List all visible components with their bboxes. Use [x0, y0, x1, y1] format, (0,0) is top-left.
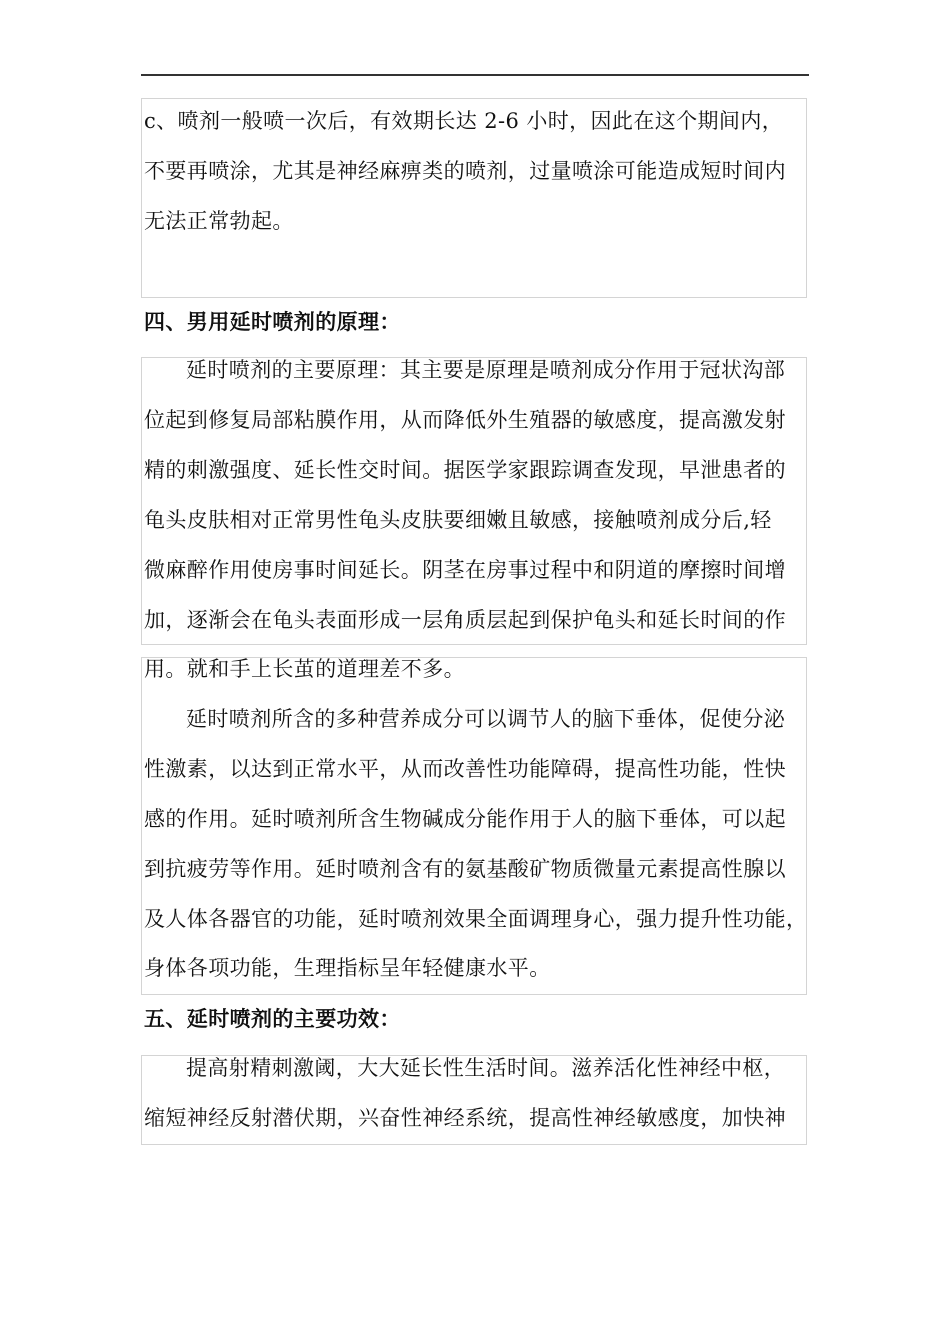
paragraph-line: 不要再喷涂，尤其是神经麻痹类的喷剂，过量喷涂可能造成短时间内	[144, 159, 786, 183]
text-frame-four-a	[141, 357, 807, 645]
header-rule	[141, 74, 809, 76]
paragraph-line: 延时喷剂所含的多种营养成分可以调节人的脑下垂体，促使分泌	[186, 707, 786, 731]
paragraph-line: 性激素，以达到正常水平，从而改善性功能障碍，提高性功能，性快	[144, 757, 786, 781]
paragraph-line: 缩短神经反射潜伏期，兴奋性神经系统，提高性神经敏感度，加快神	[144, 1106, 786, 1130]
paragraph-line: 精的刺激强度、延长性交时间。据医学家跟踪调查发现，早泄患者的	[144, 458, 786, 482]
paragraph-line: 身体各项功能，生理指标呈年轻健康水平。	[144, 956, 551, 980]
paragraph-line: 到抗疲劳等作用。延时喷剂含有的氨基酸矿物质微量元素提高性腺以	[144, 857, 786, 881]
section-heading: 五、延时喷剂的主要功效：	[144, 1006, 401, 1031]
paragraph-line: c、喷剂一般喷一次后，有效期长达 2-6 小时，因此在这个期间内，	[144, 109, 784, 133]
paragraph-line: 用。就和手上长茧的道理差不多。	[144, 657, 465, 681]
paragraph-line: 及人体各器官的功能，延时喷剂效果全面调理身心，强力提升性功能，	[144, 907, 808, 931]
paragraph-line: 加，逐渐会在龟头表面形成一层角质层起到保护龟头和延长时间的作	[144, 608, 786, 632]
section-heading: 四、男用延时喷剂的原理：	[144, 309, 401, 334]
paragraph-line: 提高射精刺激阈，大大延长性生活时间。滋养活化性神经中枢，	[186, 1056, 786, 1080]
paragraph-line: 微麻醉作用使房事时间延长。阴茎在房事过程中和阴道的摩擦时间增	[144, 558, 786, 582]
paragraph-line: 感的作用。延时喷剂所含生物碱成分能作用于人的脑下垂体，可以起	[144, 807, 786, 831]
paragraph-line: 无法正常勃起。	[144, 209, 294, 233]
paragraph-line: 龟头皮肤相对正常男性龟头皮肤要细嫩且敏感，接触喷剂成分后,轻	[144, 508, 772, 532]
paragraph-line: 位起到修复局部粘膜作用，从而降低外生殖器的敏感度，提高激发射	[144, 408, 786, 432]
paragraph-line: 延时喷剂的主要原理：其主要是原理是喷剂成分作用于冠状沟部	[186, 358, 786, 382]
